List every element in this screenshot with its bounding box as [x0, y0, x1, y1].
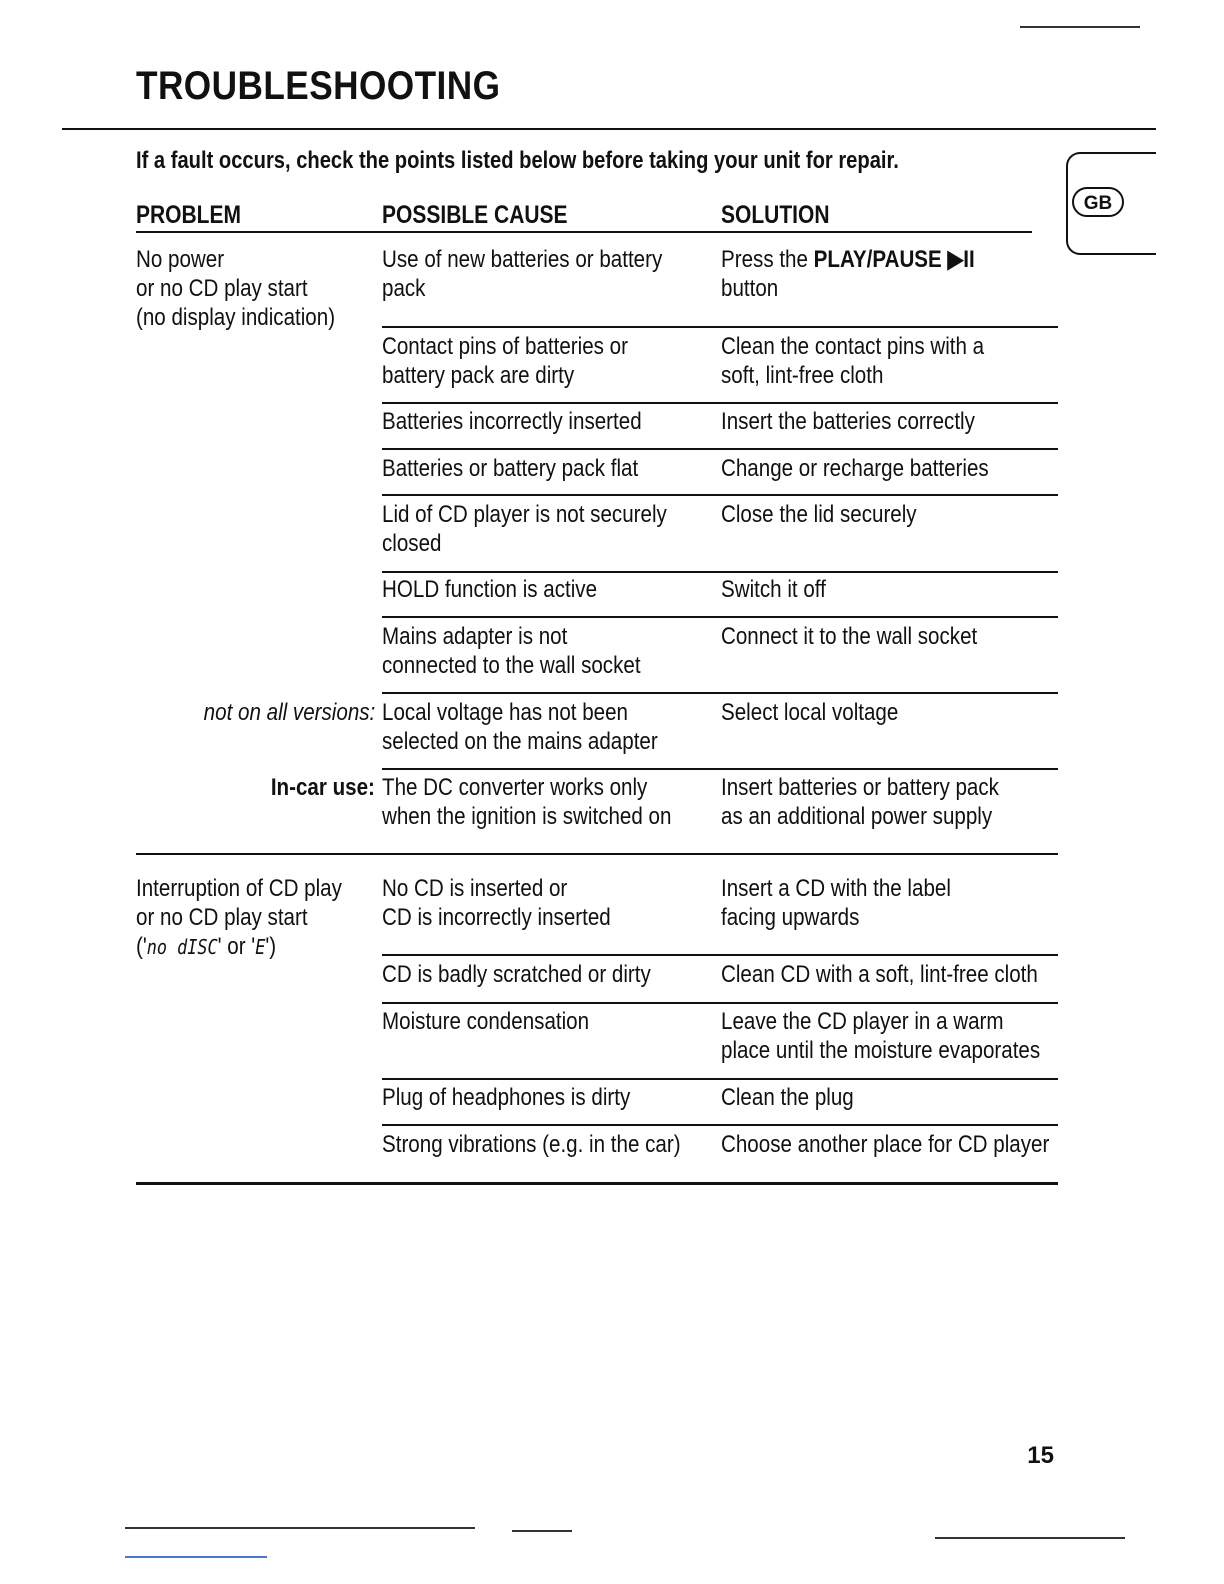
problem-1: No power or no CD play start (no display indication)	[136, 246, 336, 331]
cause-1-4: Batteries or battery pack flat	[382, 455, 639, 482]
solution-1-3: Insert the batteries correctly	[721, 408, 975, 435]
solution-2-3: Leave the CD player in a warm place until the moisture evaporates	[721, 1008, 1041, 1064]
row-divider	[382, 402, 1058, 404]
problem-2: Interruption of CD play or no CD play start ('no dISC' or 'E')	[136, 875, 342, 960]
title-rule	[62, 128, 1156, 130]
cause-1-1: Use of new batteries or battery pack	[382, 246, 663, 302]
cause-1-2: Contact pins of batteries or battery pack are dirty	[382, 333, 628, 389]
cause-2-1: No CD is inserted or CD is incorrectly inserted	[382, 875, 611, 931]
table-end-rule	[136, 1182, 1058, 1185]
solution-1-1: Press the PLAY/PAUSE ▶II button	[721, 246, 975, 302]
solution-1-4: Change or recharge batteries	[721, 455, 989, 482]
solution-1-8: Select local voltage	[721, 699, 899, 726]
solution-1-5: Close the lid securely	[721, 501, 917, 528]
scan-artifact	[125, 1527, 475, 1529]
display-indication: ('no dISC' or 'E')	[136, 933, 277, 960]
cause-2-5: Strong vibrations (e.g. in the car)	[382, 1131, 681, 1158]
row-divider	[382, 1124, 1058, 1126]
solution-1-9: Insert batteries or battery pack as an additional power supply	[721, 774, 999, 830]
versions-label: not on all versions:	[203, 699, 375, 726]
row-divider	[382, 494, 1058, 496]
solution-1-7: Connect it to the wall socket	[721, 623, 978, 650]
solution-1-2: Clean the contact pins with a soft, lint-free cloth	[721, 333, 985, 389]
cause-1-3: Batteries incorrectly inserted	[382, 408, 642, 435]
scan-artifact	[512, 1530, 572, 1532]
page-number: 15	[1027, 1442, 1054, 1469]
in-car-label: In-car use:	[270, 774, 375, 801]
cause-1-5: Lid of CD player is not securely closed	[382, 501, 667, 557]
row-divider	[382, 954, 1058, 956]
row-divider	[382, 768, 1058, 770]
cause-1-7: Mains adapter is not connected to the wall socket	[382, 623, 641, 679]
cause-2-2: CD is badly scratched or dirty	[382, 961, 651, 988]
solution-2-5: Choose another place for CD player	[721, 1131, 1050, 1158]
cause-2-4: Plug of headphones is dirty	[382, 1084, 631, 1111]
solution-2-2: Clean CD with a soft, lint-free cloth	[721, 961, 1038, 988]
gb-badge: GB	[1072, 187, 1124, 217]
cause-1-9: The DC converter works only when the ignition is switched on	[382, 774, 672, 830]
scan-artifact	[935, 1537, 1125, 1539]
solution-2-1: Insert a CD with the label facing upwards	[721, 875, 951, 931]
row-divider	[382, 1078, 1058, 1080]
cause-1-6: HOLD function is active	[382, 576, 598, 603]
header-solution: SOLUTION	[721, 201, 830, 229]
solution-2-4: Clean the plug	[721, 1084, 854, 1111]
row-divider	[382, 1002, 1058, 1004]
intro-text: If a fault occurs, check the points listed below before taking your unit for repair.	[136, 147, 899, 174]
header-cause: POSSIBLE CAUSE	[382, 201, 568, 229]
section-divider	[136, 853, 1058, 855]
row-divider	[382, 326, 1058, 328]
cause-1-8: Local voltage has not been selected on the mains adapter	[382, 699, 658, 755]
header-rule	[136, 231, 1032, 233]
scan-artifact-blue	[125, 1556, 267, 1558]
header-problem: PROBLEM	[136, 201, 241, 229]
scan-artifact	[1020, 26, 1140, 28]
row-divider	[382, 448, 1058, 450]
row-divider	[382, 616, 1058, 618]
row-divider	[382, 692, 1058, 694]
cause-2-3: Moisture condensation	[382, 1008, 590, 1035]
solution-1-6: Switch it off	[721, 576, 826, 603]
row-divider	[382, 571, 1058, 573]
page-title: TROUBLESHOOTING	[136, 64, 501, 108]
